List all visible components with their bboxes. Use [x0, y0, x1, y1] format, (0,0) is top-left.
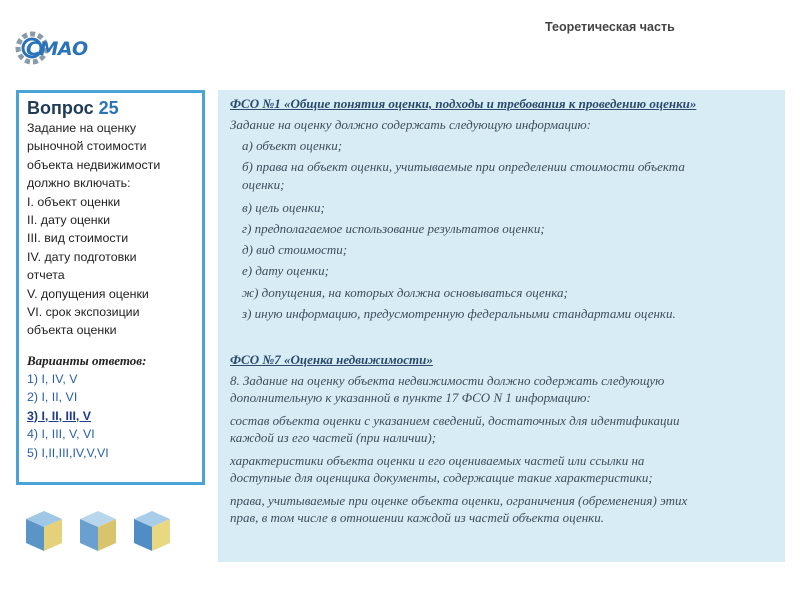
- fso1-intro: Задание на оценку должно содержать следующую информацию:: [230, 117, 591, 132]
- question-line: V. допущения оценки: [27, 286, 149, 301]
- question-line: Задание на оценку: [27, 121, 137, 135]
- fso7-line: права, учитываемые при оценке объекта оценки, ограничения (обременения) этих: [230, 493, 688, 508]
- answer-option-1[interactable]: 1) I, IV, V: [27, 371, 78, 386]
- fso1-item: д) вид стоимости;: [242, 242, 348, 257]
- question-line: II. дату оценки: [27, 213, 110, 228]
- question-line: отчета: [27, 268, 65, 283]
- fso1-item: ж) допущения, на которых должна основываться оценка;: [242, 285, 568, 300]
- fso1-item: оценки;: [242, 177, 285, 192]
- fso7-line: характеристики объекта оценки и его оцениваемых частей или ссылки на: [230, 453, 645, 468]
- fso7-line: 8. Задание на оценку объекта недвижимости должно содержать следующую: [230, 373, 665, 388]
- decorative-cubes-icon: [22, 505, 182, 555]
- logo-text: СМАО: [26, 38, 88, 60]
- question-line: I. объект оценки: [27, 194, 121, 209]
- fso1-item: в) цель оценки;: [242, 200, 325, 215]
- answer-option-2[interactable]: 2) I, II, VI: [27, 390, 78, 405]
- question-number: 25: [98, 98, 119, 118]
- answer-option-3-correct[interactable]: 3) I, II, III, V: [27, 408, 92, 423]
- question-line: VI. срок экспозиции: [27, 305, 140, 320]
- answers-heading: Варианты ответов:: [27, 352, 147, 368]
- question-line: объекта оценки: [27, 323, 117, 338]
- fso1-heading: ФСО №1 «Общие понятия оценки, подходы и требования к проведению оценки»: [230, 96, 697, 111]
- fso7-line: каждой из его частей (при наличии);: [230, 430, 437, 445]
- question-title: [27, 97, 194, 119]
- answer-option-4[interactable]: 4) I, III, V, VI: [27, 427, 95, 442]
- question-line: рыночной стоимости: [27, 139, 147, 154]
- question-line: должно включать:: [27, 176, 131, 191]
- answer-option-5[interactable]: 5) I,II,III,IV,V,VI: [27, 445, 109, 460]
- fso1-item: з) иную информацию, предусмотренную федеральными стандартами оценки.: [242, 306, 676, 321]
- page-title: Теоретическая часть: [545, 20, 675, 34]
- fso7-line: состав объекта оценки с указанием сведений, достаточных для идентификации: [230, 413, 680, 428]
- fso1-item: г) предполагаемое использование результатов оценки;: [242, 221, 545, 236]
- question-line: IV. дату подготовки: [27, 249, 137, 264]
- fso7-heading: ФСО №7 «Оценка недвижимости»: [230, 352, 433, 367]
- fso1-item: е) дату оценки;: [242, 263, 329, 278]
- explanation-panel: [218, 90, 785, 562]
- question-text: [27, 119, 194, 340]
- fso7-line: дополнительную к указанной в пункте 17 ФСО N 1 информацию:: [230, 390, 591, 405]
- question-line: III. вид стоимости: [27, 231, 129, 246]
- fso7-line: прав, в том числе в отношении каждой из частей объекта оценки.: [230, 510, 604, 525]
- fso7-line: доступные для оценщика документы, содержащие такие характеристики;: [230, 470, 653, 485]
- fso1-item: а) объект оценки;: [242, 138, 343, 153]
- fso1-item: б) права на объект оценки, учитываемые при определении стоимости объекта: [242, 159, 685, 174]
- question-box: [16, 90, 205, 485]
- question-line: объекта недвижимости: [27, 157, 161, 172]
- question-title-prefix: Вопрос: [27, 98, 94, 118]
